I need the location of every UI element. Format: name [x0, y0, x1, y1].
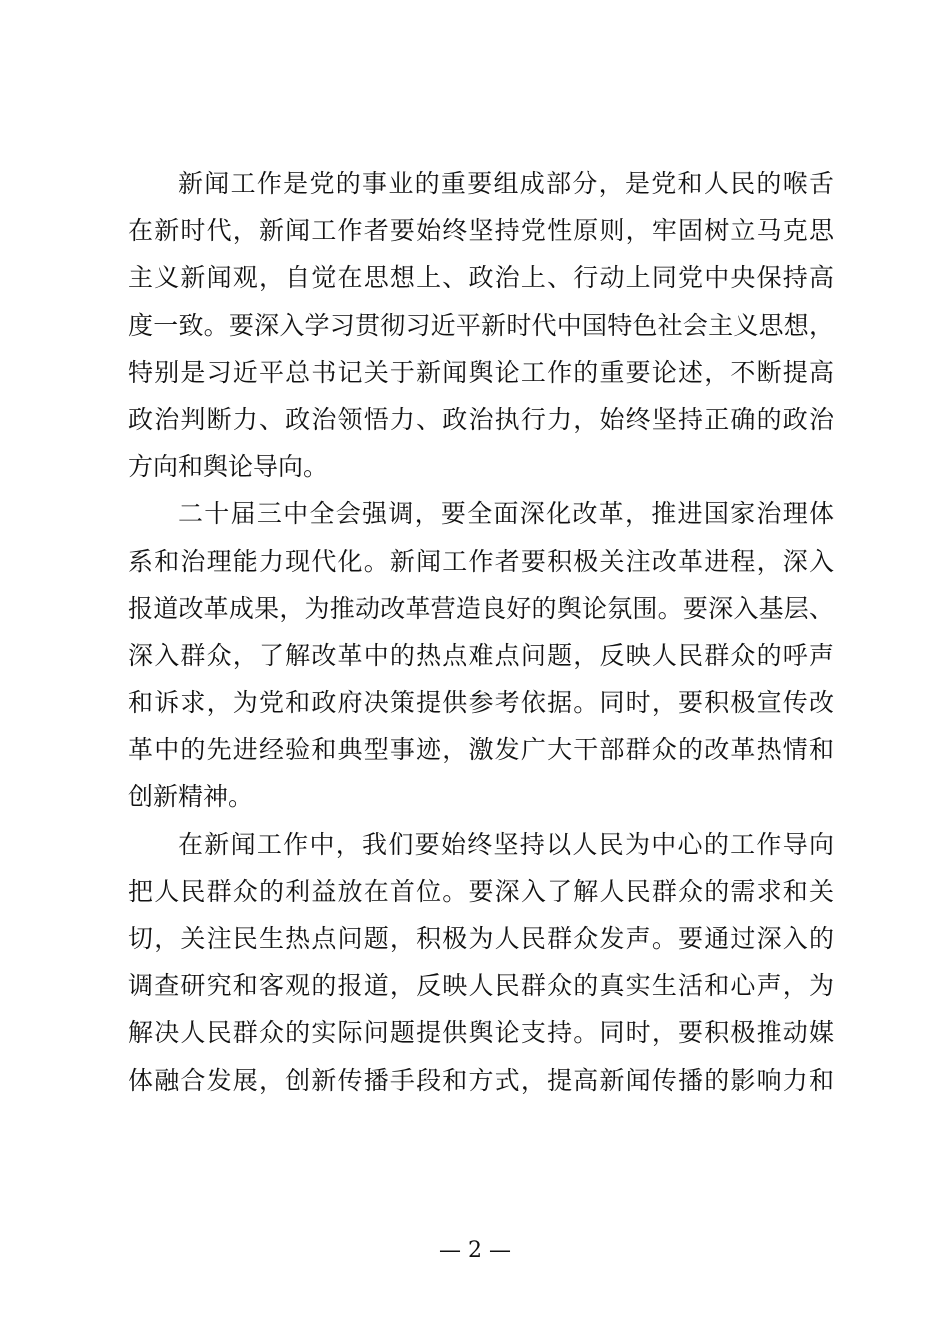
text-line: 解决人民群众的实际问题提供舆论支持。同时，要积极推动媒	[128, 1018, 834, 1048]
page-number: — 2 —	[439, 1238, 511, 1263]
paragraph	[128, 160, 834, 490]
body-text	[128, 160, 834, 1104]
paragraph	[128, 490, 834, 820]
text-line: 二十届三中全会强调，要全面深化改革，推进国家治理体	[178, 499, 834, 529]
text-line: 新闻工作是党的事业的重要组成部分，是党和人民的喉舌	[178, 169, 834, 198]
text-line: 革中的先进经验和典型事迹，激发广大干部群众的改革热情和	[128, 735, 834, 765]
text-line: 在新闻工作中，我们要始终坚持以人民为中心的工作导向	[178, 829, 834, 859]
text-line: 和诉求，为党和政府决策提供参考依据。同时，要积极宣传改	[128, 688, 834, 718]
text-line: 主义新闻观，自觉在思想上、政治上、行动上同党中央保持高	[128, 263, 834, 293]
text-line: 深入群众，了解改革中的热点难点问题，反映人民群众的呼声	[128, 640, 834, 670]
text-line: 特别是习近平总书记关于新闻舆论工作的重要论述，不断提高	[128, 357, 834, 387]
text-line: 体融合发展，创新传播手段和方式，提高新闻传播的影响力和	[128, 1065, 834, 1095]
text-line: 系和治理能力现代化。新闻工作者要积极关注改革进程，深入	[128, 546, 834, 576]
text-line: 把人民群众的利益放在首位。要深入了解人民群众的需求和关	[128, 876, 834, 906]
text-line: 调查研究和客观的报道，反映人民群众的真实生活和心声，为	[128, 971, 834, 1001]
paragraph	[128, 821, 834, 1104]
text-line: 度一致。要深入学习贯彻习近平新时代中国特色社会主义思想，	[128, 310, 834, 340]
text-line: 在新时代，新闻工作者要始终坚持党性原则，牢固树立马克思	[128, 216, 834, 246]
text-line: 创新精神。	[128, 782, 254, 812]
text-line: 切，关注民生热点问题，积极为人民群众发声。要通过深入的	[128, 924, 834, 953]
text-line: 政治判断力、政治领悟力、政治执行力，始终坚持正确的政治	[128, 404, 834, 434]
text-line: 报道改革成果，为推动改革营造良好的舆论氛围。要深入基层、	[128, 593, 834, 623]
text-line: 方向和舆论导向。	[128, 452, 329, 482]
